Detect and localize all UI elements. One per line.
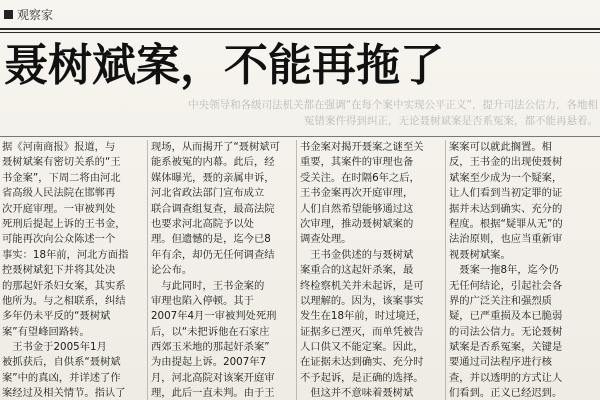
article-line: 无任何结论，引起社会各 — [449, 279, 563, 292]
article-line: 理，此后一直未判。由于王 — [151, 387, 275, 400]
article-line: 疑，已严重损及本已脆弱 — [449, 310, 563, 323]
article-column-3 — [300, 140, 446, 400]
headline: 聂树斌案，不能再拖了 — [4, 40, 444, 91]
article-line: 审理也陷入停顿。其于 — [151, 294, 254, 307]
deck-line: 冤错案件得到纠正，无论聂树斌案是否系冤案，都不能再悬着。 — [304, 115, 598, 127]
article-line: 案”中的真凶，并详述了作 — [2, 371, 121, 384]
article-line: 据并未达到确实、充分的 — [449, 202, 563, 215]
section-label — [4, 4, 53, 24]
article-line: 以理解的。因为，该案事实 — [300, 294, 424, 307]
article-line: 界的广泛关注和强烈质 — [449, 294, 552, 307]
article-columns — [2, 140, 598, 400]
article-line: 调查处理。 — [300, 233, 352, 246]
article-line: 也要求河北高院予以处 — [151, 217, 254, 230]
article-line: 与此同时，王书金案的 — [151, 279, 265, 292]
article-line: 让人们看到当初定罪的证 — [449, 187, 563, 200]
article-line: 案案可以就此搁置。相 — [449, 141, 552, 153]
article-line: 月，河北高院对该案开庭审 — [151, 371, 275, 384]
deck-line: 中央领导和各级司法机关都在强调“在每个案中实现公平正义”，提升司法公信力，各地相 — [188, 99, 598, 111]
article-line: 但这并不意味着聂树斌 — [300, 387, 414, 400]
section-label-text: 观察家 — [17, 7, 54, 22]
article-line: 控聂树斌犯下并将其处决 — [2, 264, 116, 277]
article-line: 后，以“未把诉他在石家庄 — [151, 325, 270, 338]
article-line: 王书金案再次开庭审理， — [300, 187, 414, 200]
article-line: 发生在18年前，时过境迁， — [300, 310, 427, 323]
article-line: 聂案一拖8年，迄今仍 — [449, 264, 559, 277]
article-line: 斌案是否系冤案，关键是 — [449, 341, 563, 354]
article-line: 们看到。正义已经迟到。 — [449, 387, 563, 400]
article-line: 年有余，却仍无任何调查结 — [151, 248, 275, 261]
article-line: 人们自然希望能够通过这 — [300, 202, 414, 215]
article-line: 要通过司法程序进行核 — [449, 356, 552, 369]
article-line: 不予起诉，是正确的选择。 — [300, 371, 424, 384]
article-line: 联合调查组复查，最高法院 — [151, 202, 275, 215]
article-line: 重要，其案件的审理也备 — [300, 156, 414, 169]
article-line: 案”有望峰回路转。 — [2, 325, 90, 338]
article-column-4 — [449, 140, 595, 400]
article-line: 的司法公信力。无论聂树 — [449, 325, 563, 338]
article-line: 查，并以透明的方式让人 — [449, 371, 563, 384]
deck-subheadline — [120, 97, 598, 129]
article-line: 王书金供述的与聂树斌 — [300, 248, 414, 261]
square-bullet-icon — [4, 10, 13, 19]
article-line: 媒体曝光，聂的亲属申诉， — [151, 171, 275, 184]
article-line: 死刑后提起上诉的王书金， — [2, 217, 126, 230]
section-rule — [0, 28, 600, 30]
article-line: 他所为。与之相联系，纠结 — [2, 294, 126, 307]
article-line: 终检察机关并未起诉，是可 — [300, 279, 424, 292]
article-line: 书金案对揭开聂案之谜至关 — [300, 141, 424, 153]
article-line: 聂树斌案有密切关系的“王 — [2, 156, 121, 169]
article-line: 受关注。在时隔6年之后， — [300, 171, 420, 184]
article-line: 斌案至少成为一个疑案， — [449, 171, 563, 184]
article-line: 多年仍未平反的“聂树斌 — [2, 310, 111, 323]
article-line: 视聂树斌案。 — [449, 248, 511, 261]
article-line: 事实：18年前，河北方面指 — [2, 248, 129, 261]
article-line: 2007年4月一审被判处死刑 — [151, 310, 277, 323]
article-line: 的那起奸杀妇女案，其实系 — [2, 279, 126, 292]
article-line: 次开庭审理。一审被判处 — [2, 202, 116, 215]
section-rule-thin — [0, 32, 600, 33]
article-line: 现场，从而揭开了“聂树斌可 — [151, 141, 280, 153]
article-line: 理。但遗憾的是，迄今已8 — [151, 233, 271, 246]
article-line: 法治原则，也应当重新审 — [449, 233, 563, 246]
article-line: 省高级人民法院在邯郸再 — [2, 187, 116, 200]
article-line: 人口供又不能定案。因此， — [300, 341, 424, 354]
article-line: 王书金于2005年1月 — [2, 341, 107, 354]
article-line: 论公布。 — [151, 264, 193, 277]
article-line: 程度。根据“疑罪从无”的 — [449, 217, 563, 230]
article-column-2 — [151, 140, 297, 400]
article-line: 次审理，推动聂树斌案的 — [300, 217, 414, 230]
article-line: 可能再次向公众陈述一个 — [2, 233, 116, 246]
body-rule — [0, 136, 600, 137]
article-line: 被抓获后，自供系“聂树斌 — [2, 356, 121, 369]
article-line: 能系被冤的内幕。此后，经 — [151, 156, 275, 169]
article-line: 据《河南商报》报道，与 — [2, 141, 116, 153]
article-line: 反，王书金的出现使聂树 — [449, 156, 563, 169]
article-line: 案重合的这起奸杀案，最 — [300, 264, 414, 277]
article-line: 书金案”，下周二将由河北 — [2, 171, 121, 184]
article-column-1 — [2, 140, 148, 400]
article-line: 证据多已湮灭，而单凭被告 — [300, 325, 424, 338]
article-line: 河北省政法部门宣布成立 — [151, 187, 265, 200]
article-line: 案经过及相关情节。指认了 — [2, 387, 126, 400]
article-line: 在证据未达到确实、充分时 — [300, 356, 424, 369]
article-line: 为由提起上诉。2007年7 — [151, 356, 267, 369]
article-line: 西郊玉米地的那起奸杀案” — [151, 341, 270, 354]
